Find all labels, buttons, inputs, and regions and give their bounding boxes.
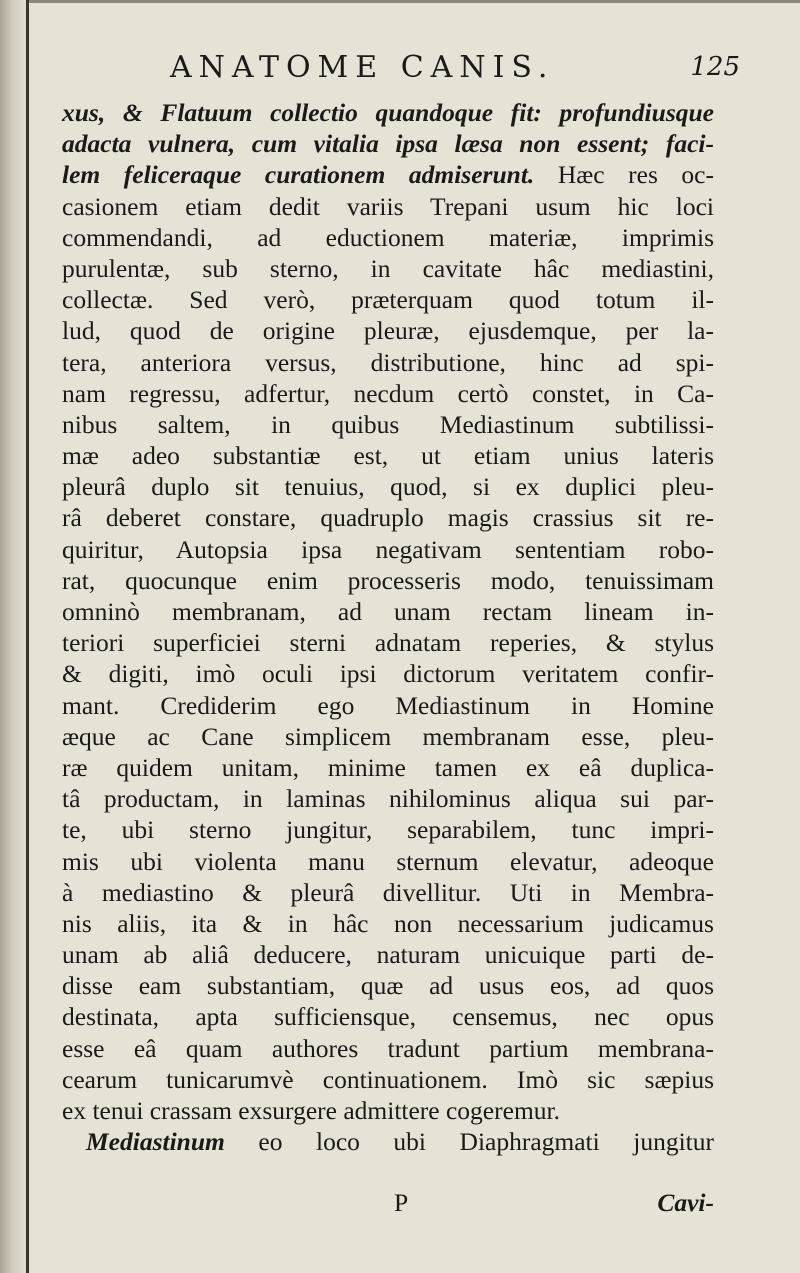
text-line: unam ab aliâ deducere, naturam unicuique parti de- [62,940,714,970]
text-line: cearum tunicarumvè continuationem. Imò sic sæpius [62,1064,714,1094]
text-line: tera, anteriora versus, distributione, hinc ad spi- [62,347,714,377]
text-line: quiritur, Autopsia ipsa negativam sententiam robo- [62,534,714,564]
text-line: & digiti, imò oculi ipsi dictorum veritatem confir- [62,659,714,689]
text-line: râ deberet constare, quadruplo magis crassius sit re- [62,503,714,533]
text-line: mis ubi violenta manu sternum elevatur, adeoque [62,846,714,876]
text-line: mant. Crediderim ego Mediastinum in Homine [62,690,714,720]
text-line: purulentæ, sub sterno, in cavitate hâc mediastini, [62,253,714,283]
body-text [62,97,714,1157]
text-line: rat, quocunque enim processeris modo, tenuissimam [62,565,714,595]
text-line [62,1126,714,1157]
text-line: te, ubi sterno jungitur, separabilem, tunc impri- [62,815,714,845]
text-line-roman-part: eo loco ubi Diaphragmati jungitur [258,1127,714,1157]
text-line: adacta vulnera, cum vitalia ipsa læsa non essent; faci- [62,129,714,159]
text-line-italic-part: lem feliceraque curationem admiserunt. [62,160,535,190]
text-line: mæ adeo substantiæ est, ut etiam unius lateris [62,441,714,471]
running-title: ANATOME CANIS. [170,50,555,85]
text-line: à mediastino & pleurâ divellitur. Uti in Membra- [62,877,714,907]
text-line: commendandi, ad eductionem materiæ, imprimis [62,222,714,252]
text-line: tâ productam, in laminas nihilominus aliqua sui par- [62,784,714,814]
text-line: nibus saltem, in quibus Mediastinum subtilissi- [62,409,714,439]
text-line: omninò membranam, ad unam rectam lineam in- [62,597,714,626]
page-number: 125 [690,52,740,82]
text-line-italic-part: Mediastinum [86,1127,225,1157]
text-line: destinata, apta sufficiensque, censemus, nec opus [62,1002,714,1032]
text-line: pleurâ duplo sit tenuius, quod, si ex duplici pleu- [62,472,714,502]
signature-mark: P [394,1188,409,1217]
text-line: disse eam substantiam, quæ ad usus eos, ad quos [62,971,714,1001]
page-footer [62,1188,714,1222]
text-line: nis aliis, ita & in hâc non necessarium judicamus [62,908,714,938]
text-line: collectæ. Sed verò, præterquam quod totum il- [62,285,714,315]
text-line: ex tenui crassam exsurgere admittere cogeremur. [62,1096,560,1125]
text-line: nam regressu, adfertur, necdum certò constet, in Ca- [62,378,714,408]
top-edge [29,0,800,3]
gutter-line [26,0,29,1273]
text-line: esse eâ quam authores tradunt partium membrana- [62,1033,714,1063]
text-line [62,159,714,190]
text-line: xus, & Flatuum collectio quandoque fit: profundiusque [62,98,714,127]
text-line: teriori superficiei sterni adnatam reperies, & stylus [62,628,714,658]
text-line: æque ac Cane simplicem membranam esse, pleu- [62,721,714,751]
text-line: ræ quidem unitam, minime tamen ex eâ duplica- [62,752,714,782]
text-line: lud, quod de origine pleuræ, ejusdemque, per la- [62,316,714,346]
catchword: Cavi- [657,1188,714,1217]
page-header [60,50,740,96]
text-line: casionem etiam dedit variis Trepani usum hic loci [62,191,714,221]
binding-edge [0,0,26,1273]
text-line-roman-part: Hæc res oc- [557,160,714,190]
